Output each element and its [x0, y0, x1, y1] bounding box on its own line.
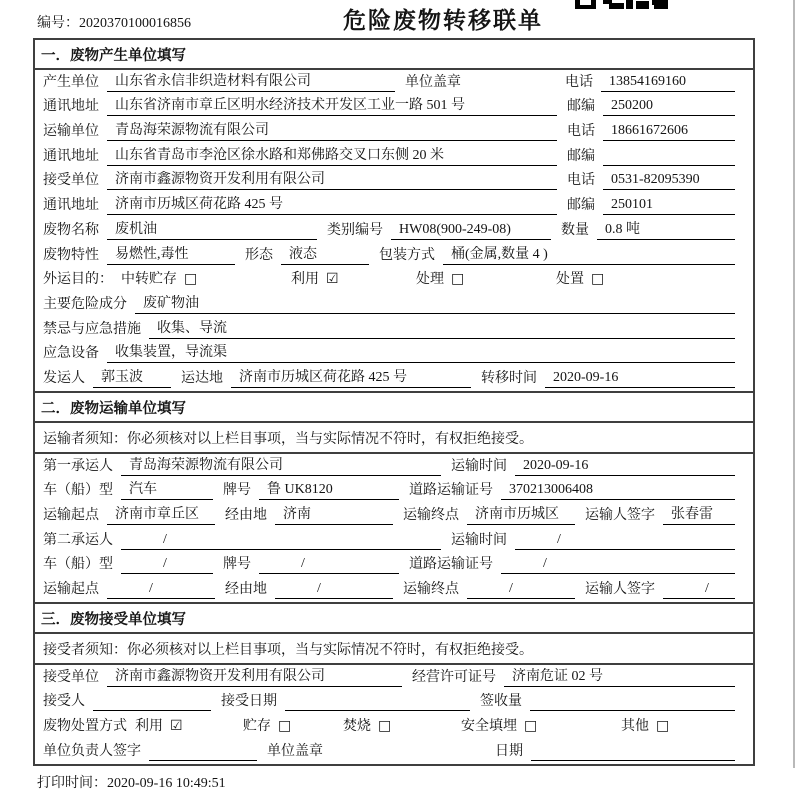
checkbox-label: 利用 [291, 272, 319, 288]
field-value: 济南 [275, 506, 393, 525]
checkbox-group [343, 717, 461, 736]
field-label: 通讯地址 [43, 198, 99, 214]
field-label: 主要危险成分 [43, 296, 127, 312]
checkbox-empty-icon: □ [524, 718, 538, 735]
form-row [35, 553, 753, 578]
field-value: / [259, 555, 399, 574]
form-row [35, 342, 753, 367]
field-value: 易燃性,毒性 [107, 246, 235, 265]
field-label: 废物特性 [43, 247, 99, 263]
field-label: 数量 [561, 222, 589, 238]
field-label: 签收量 [480, 694, 522, 710]
field-label: 电话 [567, 124, 595, 140]
field-value: / [121, 531, 441, 550]
checkbox-group [416, 270, 556, 289]
field-value: 收集、导流 [149, 320, 735, 339]
field-label: 类别编号 [327, 222, 383, 238]
field-label: 第一承运人 [43, 458, 113, 474]
field-label: 废物名称 [43, 222, 99, 238]
form-row [35, 70, 753, 95]
checkbox-label: 其他 [621, 719, 649, 735]
field-value: / [121, 555, 213, 574]
checkbox-empty-icon: □ [378, 718, 392, 735]
page-right-edge [793, 0, 795, 768]
field-value: 济南市历城区荷花路 425 号 [231, 369, 471, 388]
field-value: / [275, 580, 393, 599]
field-value: 济南市历城区荷花路 425 号 [107, 196, 557, 215]
field-label: 运输终点 [403, 508, 459, 523]
field-label: 经由地 [225, 508, 267, 523]
field-label: 车（船）型 [43, 483, 113, 499]
field-label: 外运目的： [43, 272, 113, 288]
field-label: 运输起点 [43, 508, 99, 523]
checkbox-empty-icon: □ [591, 271, 605, 288]
field-label: 包装方式 [379, 247, 435, 263]
field-value: 济南市章丘区 [107, 506, 215, 525]
field-value: 250101 [603, 196, 735, 215]
field-value: 张春雷 [663, 506, 735, 525]
form-row [35, 577, 753, 602]
field-value: / [501, 555, 735, 574]
field-value: HW08(900-249-08) [391, 221, 551, 240]
page-title: 危险废物转移联单 [343, 7, 543, 33]
field-value: / [107, 580, 215, 599]
section-note: 接受者须知：你必须核对以上栏目事项，当与实际情况不符时，有权拒绝接受。 [35, 634, 753, 665]
field-value: 鲁 UK8120 [259, 481, 399, 500]
serial-number: 2020370100016856 [79, 16, 191, 31]
form-row [35, 169, 753, 194]
field-label: 运输时间 [451, 532, 507, 548]
section-title: 二．废物运输单位填写 [35, 391, 753, 423]
field-value: 250200 [603, 97, 735, 116]
checkbox-group [291, 270, 416, 289]
field-label: 接受单位 [43, 173, 99, 189]
section-title: 三．废物接受单位填写 [35, 602, 753, 634]
field-label: 电话 [567, 173, 595, 189]
field-value: 370213006408 [501, 481, 735, 500]
checkbox-group [556, 270, 604, 289]
form-row [35, 193, 753, 218]
field-value: 济南危证 02 号 [504, 668, 735, 687]
field-value: 汽车 [121, 481, 213, 500]
field-label: 单位盖章 [405, 74, 461, 90]
field-label: 运输单位 [43, 124, 99, 140]
checkbox-checked-icon: ☑ [170, 718, 183, 735]
form-row [35, 268, 753, 293]
field-value: 0531-82095390 [603, 171, 735, 190]
checkbox-empty-icon: □ [451, 271, 465, 288]
checkbox-label: 贮存 [243, 719, 271, 735]
form-section [35, 40, 753, 391]
field-value [603, 147, 735, 166]
checkbox-group [243, 717, 343, 736]
form-section [35, 602, 753, 764]
form-row [35, 218, 753, 243]
checkbox-label: 中转贮存 [121, 272, 177, 288]
field-label: 形态 [245, 247, 273, 263]
field-label: 牌号 [223, 557, 251, 573]
field-value: 青岛海荣源物流有限公司 [107, 122, 557, 141]
print-time-line [37, 772, 796, 792]
field-value: 青岛海荣源物流有限公司 [121, 457, 441, 476]
field-label: 接受单位 [43, 669, 99, 685]
checkbox-label: 处理 [416, 272, 444, 288]
field-label: 通讯地址 [43, 99, 99, 115]
form-row [35, 95, 753, 120]
form-row [35, 690, 753, 715]
field-value: 山东省永信非织造材料有限公司 [107, 73, 395, 92]
field-label: 接受人 [43, 694, 85, 710]
form-row [35, 119, 753, 144]
form-row [35, 243, 753, 268]
field-value: / [663, 580, 735, 599]
print-time-value: 2020-09-16 10:49:51 [107, 775, 226, 791]
field-label: 运输终点 [403, 582, 459, 598]
section-title: 一．废物产生单位填写 [35, 40, 753, 70]
checkbox-group [621, 717, 669, 736]
field-label: 道路运输证号 [409, 483, 493, 499]
form-table [33, 38, 755, 766]
field-label: 废物处置方式 [43, 719, 127, 735]
field-label: 牌号 [223, 483, 251, 499]
field-label: 单位盖章 [267, 743, 323, 759]
form-row [35, 144, 753, 169]
qr-code-fragment [575, 0, 668, 9]
field-label: 转移时间 [481, 370, 537, 386]
form-row [35, 503, 753, 528]
print-time-label: 打印时间： [37, 775, 107, 791]
field-label: 邮编 [567, 198, 595, 214]
form-row [35, 317, 753, 342]
field-value [531, 742, 735, 761]
field-value [285, 692, 470, 711]
field-label: 应急设备 [43, 346, 99, 362]
checkbox-label: 处置 [556, 272, 584, 288]
form-row [35, 528, 753, 553]
field-value: 郭玉波 [93, 369, 171, 388]
field-value: / [467, 580, 575, 599]
form-row [35, 292, 753, 317]
checkbox-label: 焚烧 [343, 719, 371, 735]
form-row [35, 479, 753, 504]
field-label: 运输时间 [451, 458, 507, 474]
field-value [93, 692, 211, 711]
field-value: 0.8 吨 [597, 221, 735, 240]
field-value: / [515, 531, 735, 550]
checkbox-empty-icon: □ [278, 718, 292, 735]
field-label: 经营许可证号 [412, 669, 496, 685]
field-label: 产生单位 [43, 74, 99, 90]
field-label: 接受日期 [221, 694, 277, 710]
field-value: 收集装置，导流渠 [107, 344, 735, 363]
field-value: 桶(金属,数量 4 ) [443, 246, 735, 265]
checkbox-label: 利用 [135, 719, 163, 735]
field-value: 13854169160 [601, 73, 735, 92]
field-value: 山东省济南市章丘区明水经济技术开发区工业一路 501 号 [107, 97, 557, 116]
form-row [35, 366, 753, 391]
field-label: 通讯地址 [43, 148, 99, 164]
field-label: 经由地 [225, 582, 267, 598]
field-label: 运输人签字 [585, 582, 655, 598]
field-label: 车（船）型 [43, 557, 113, 573]
checkbox-empty-icon: □ [656, 718, 670, 735]
checkbox-label: 安全填埋 [461, 719, 517, 735]
checkbox-group [461, 717, 621, 736]
checkbox-empty-icon: □ [184, 271, 198, 288]
form-row [35, 714, 753, 739]
field-value: 2020-09-16 [545, 369, 735, 388]
field-value: 废机油 [107, 221, 317, 240]
checkbox-group [135, 717, 243, 736]
field-label: 单位负责人签字 [43, 743, 141, 759]
field-value: 液态 [281, 246, 369, 265]
field-value: 2020-09-16 [515, 457, 735, 476]
field-label: 邮编 [567, 148, 595, 164]
checkbox-group [121, 270, 291, 289]
serial-label: 编号： [37, 16, 79, 31]
field-value: 济南市鑫源物资开发利用有限公司 [107, 171, 557, 190]
section-note: 运输者须知：你必须核对以上栏目事项，当与实际情况不符时，有权拒绝接受。 [35, 423, 753, 454]
field-value [149, 742, 257, 761]
form-section [35, 391, 753, 602]
field-label: 邮编 [567, 99, 595, 115]
field-value: 山东省青岛市李沧区徐水路和郑佛路交叉口东侧 20 米 [107, 147, 557, 166]
field-value: 济南市鑫源物资开发利用有限公司 [107, 668, 402, 687]
field-value: 济南市历城区 [467, 506, 575, 525]
field-label: 电话 [565, 74, 593, 90]
field-label: 日期 [495, 743, 523, 759]
field-label: 道路运输证号 [409, 557, 493, 573]
form-row [35, 454, 753, 479]
field-label: 运达地 [181, 370, 223, 386]
field-value [530, 692, 735, 711]
field-label: 运输人签字 [585, 508, 655, 523]
field-label: 禁忌与应急措施 [43, 321, 141, 337]
field-label: 运输起点 [43, 582, 99, 598]
document-header [0, 0, 796, 38]
field-label: 发运人 [43, 370, 85, 386]
form-row [35, 739, 753, 764]
field-value: 废矿物油 [135, 295, 735, 314]
field-value: 18661672606 [603, 122, 735, 141]
field-label: 第二承运人 [43, 532, 113, 548]
checkbox-checked-icon: ☑ [326, 271, 339, 288]
form-row [35, 665, 753, 690]
